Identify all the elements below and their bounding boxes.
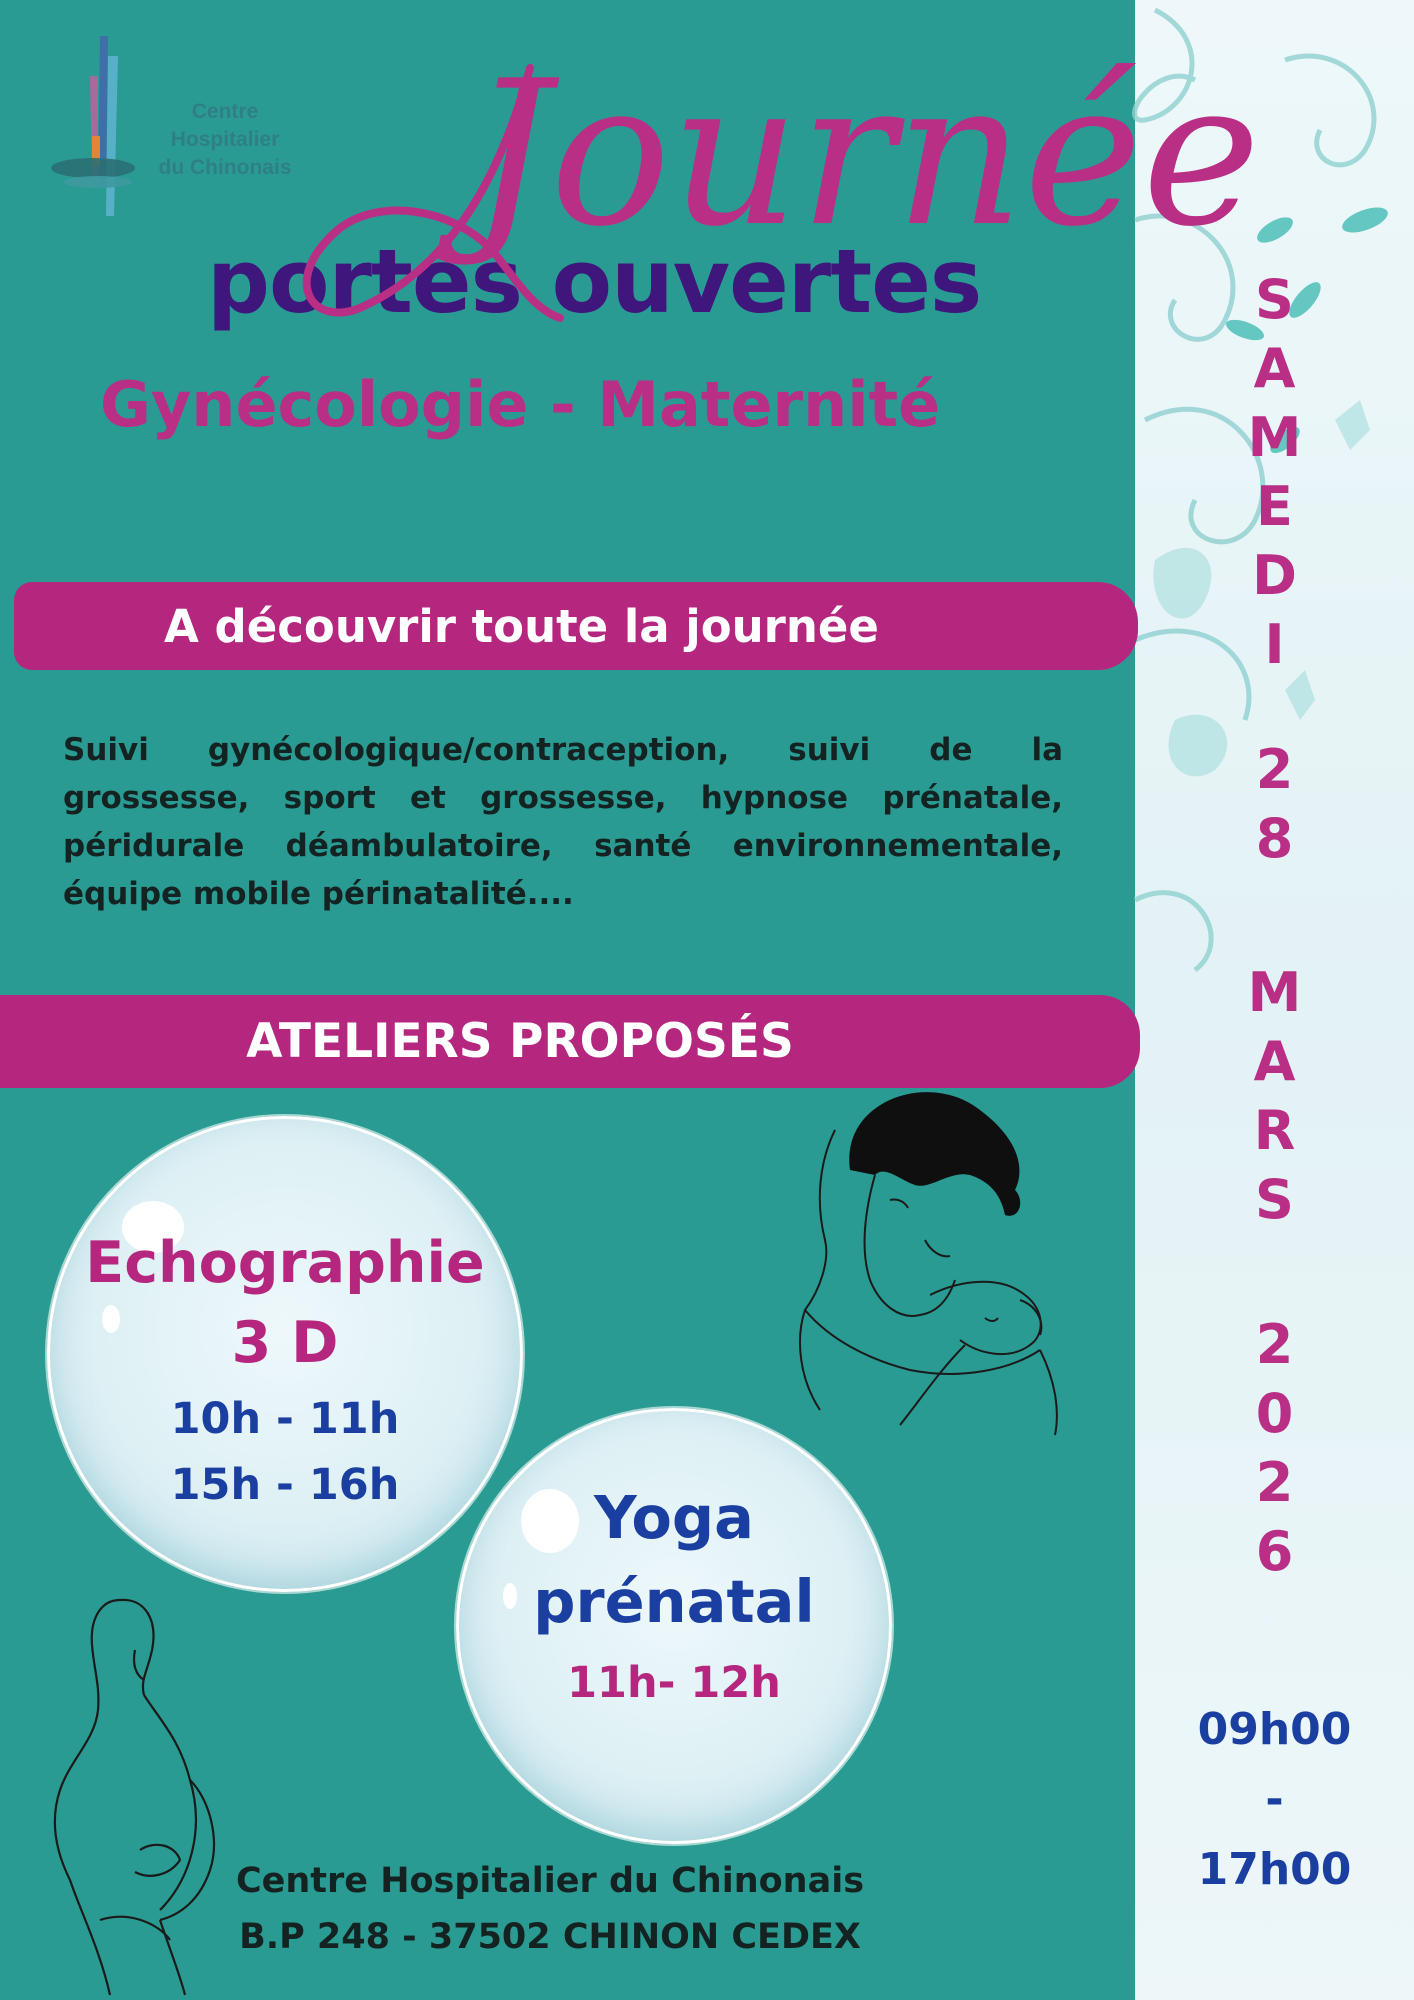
yoga-time: 11h- 12h [567, 1658, 781, 1708]
ateliers-heading: ATELIERS PROPOSÉS [246, 1014, 794, 1069]
ateliers-banner [0, 995, 1140, 1088]
footer-line: B.P 248 - 37502 CHINON CEDEX [239, 1917, 861, 1957]
event-hours [1135, 1695, 1414, 1905]
subtitle: Gynécologie - Maternité [100, 368, 941, 441]
date-letter: 6 [1255, 1520, 1294, 1583]
date-letter: A [1253, 1030, 1296, 1093]
logo-text-line: du Chinonais [158, 156, 292, 179]
logo-text-line: Centre [191, 100, 259, 123]
date-letter: M [1247, 961, 1302, 1024]
echo-title: Echographie [85, 1230, 485, 1296]
discover-banner [14, 582, 1138, 670]
echographie-bubble [47, 1116, 523, 1592]
date-letter: S [1255, 268, 1294, 331]
hours-start: 09h00 [1197, 1704, 1352, 1755]
father-baby-illustration [790, 1080, 1070, 1440]
footer-address [140, 1853, 960, 1965]
echo-time: 15h - 16h [170, 1460, 400, 1510]
description: Suivi gynécologique/contraception, suivi de la grossesse, sport et grossesse, hypnose prénatale, péridurale déambulatoire, santé environnementale, équipe mobile périnatalité.... [63, 732, 1063, 912]
date-letter: A [1253, 337, 1296, 400]
date-letter: R [1253, 1099, 1296, 1162]
echo-time: 10h - 11h [170, 1394, 400, 1444]
date-letter: 2 [1255, 1451, 1294, 1514]
echo-title: 3 D [231, 1310, 339, 1376]
date-letter: I [1264, 613, 1285, 676]
date-letter: S [1255, 1168, 1294, 1231]
yoga-title: Yoga [594, 1483, 754, 1552]
title-script [300, 8, 1261, 318]
yoga-bubble [456, 1408, 892, 1844]
date-letter: 2 [1255, 738, 1294, 801]
hospital-logo [48, 36, 308, 226]
date-letter: 0 [1255, 1382, 1294, 1445]
hours-end: 17h00 [1197, 1844, 1352, 1895]
footer-line: Centre Hospitalier du Chinonais [235, 1861, 865, 1901]
logo-text-line: Hospitalier [170, 128, 280, 151]
hours-separator: - [1265, 1774, 1284, 1825]
hospital-logo-icon [48, 36, 148, 226]
date-letter: E [1256, 475, 1293, 538]
discover-heading: A découvrir toute la journée [164, 599, 879, 653]
title-main: portes ouvertes [207, 230, 982, 333]
date-letter: 8 [1255, 807, 1294, 870]
date-letter: 2 [1255, 1313, 1294, 1376]
date-letter: M [1247, 406, 1302, 469]
date-letter: D [1252, 544, 1297, 607]
yoga-title: prénatal [533, 1567, 815, 1636]
title-script-text: Journée [470, 38, 1261, 271]
